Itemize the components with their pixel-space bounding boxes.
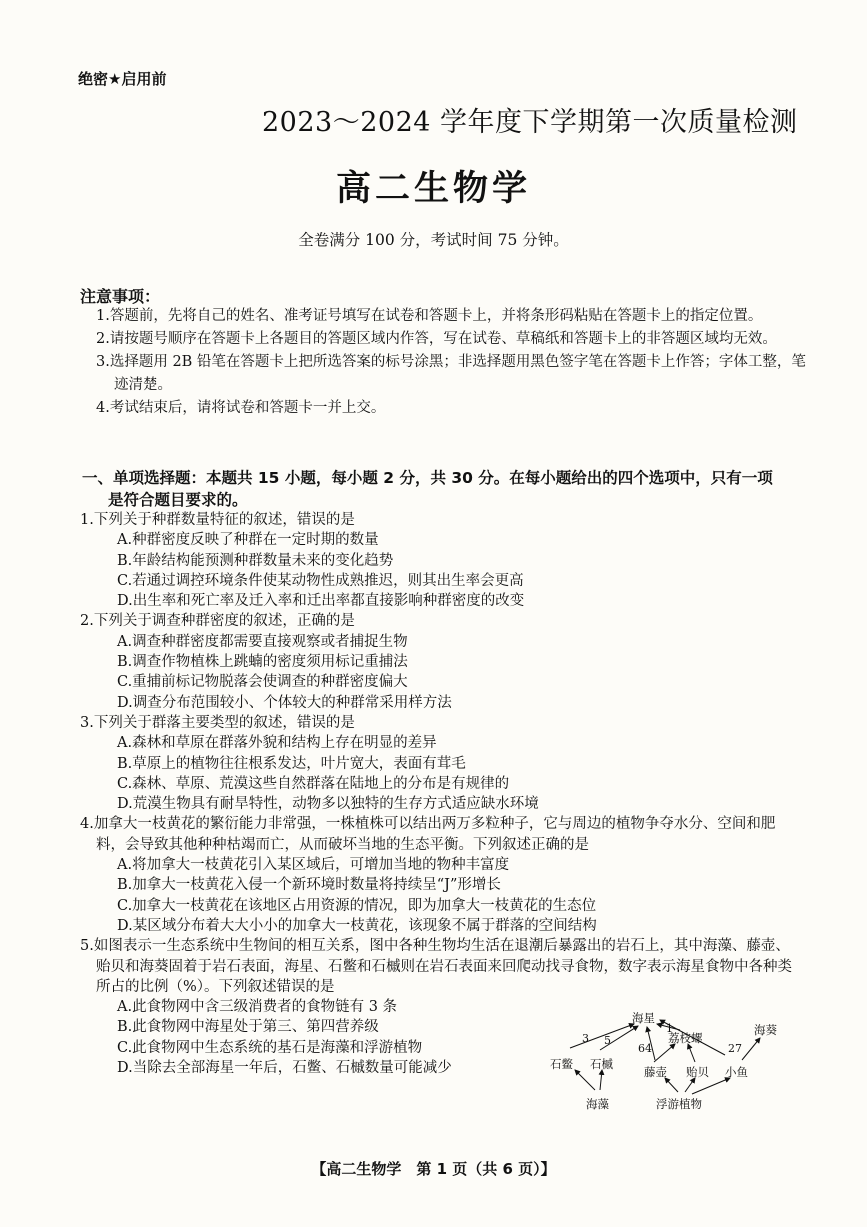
node-limpet: 石槭: [590, 1057, 613, 1071]
option: B.加拿大一枝黄花入侵一个新环境时数量将持续呈“J”形增长: [117, 877, 501, 894]
question-stem: 3.下列关于群落主要类型的叙述，错误的是: [80, 714, 355, 731]
arrow-chiton-starfish: [570, 1024, 634, 1048]
label-pct: 27: [728, 1042, 742, 1055]
option: C.重捕前标记物脱落会使调查的种群密度偏大: [117, 674, 408, 691]
option: A.森林和草原在群落外貌和结构上存在明显的差异: [117, 735, 437, 752]
section-heading: [82, 467, 802, 511]
node-seaweed: 海藻: [586, 1097, 609, 1111]
question-1: [80, 510, 804, 611]
label-pct: 3: [582, 1032, 589, 1045]
option: A.种群密度反映了种群在一定时期的数量: [117, 532, 379, 549]
node-mussel: 贻贝: [686, 1065, 709, 1079]
question-stem: 4.加拿大一枝黄花的繁衍能力非常强，一株植株可以结出两万多粒种子，它与周边的植物争夺水分、空间和肥料，会导致其他种种枯竭而亡，从而破坏当地的生态平衡。下列叙述正确的是: [80, 816, 776, 853]
label-pct: 1: [666, 1022, 673, 1035]
arrow-fish-anemone: [742, 1038, 760, 1060]
question-3: [80, 713, 804, 814]
option: C.若通过调控环境条件使某动物性成熟推迟，则其出生率会更高: [117, 572, 524, 589]
option: C.加拿大一枝黄花在该地区占用资源的情况，即为加拿大一枝黄花的生态位: [117, 897, 597, 914]
question-stem: 2.下列关于调查种群密度的叙述，正确的是: [80, 613, 355, 630]
node-fish: 小鱼: [725, 1065, 748, 1079]
note-item: 1.答题前，先将自己的姓名、准考证号填写在试卷和答题卡上，并将条形码粘贴在答题卡上的指定位置。: [96, 308, 763, 324]
option: B.草原上的植物往往根系发达，叶片宽大，表面有茸毛: [117, 755, 466, 772]
node-chiton: 石鳖: [550, 1057, 573, 1071]
question-stem: 1.下列关于种群数量特征的叙述，错误的是: [80, 512, 355, 528]
secret-label: 绝密★启用前: [78, 70, 167, 88]
option: D.荒漠生物具有耐旱特性，动物多以独特的生存方式适应缺水环境: [117, 796, 539, 813]
arrow-barnacle-whelk: [654, 1044, 675, 1062]
option: D.出生率和死亡率及迁入率和迁出率都直接影响种群密度的改变: [117, 593, 525, 610]
arrow-mussel-whelk: [688, 1044, 695, 1062]
notes-list: [96, 305, 808, 420]
question-4: [80, 814, 804, 936]
option: D.某区域分布着大大小小的加拿大一枝黄花，该现象不属于群落的空间结构: [117, 917, 597, 934]
exam-title: 2023～2024 学年度下学期第一次质量检测: [262, 107, 798, 138]
section-heading-line: 一、单项选择题：本题共 15 小题，每小题 2 分，共 30 分。在每小题给出的四个选项中，只有一项: [82, 469, 773, 487]
option: A.此食物网中含三级消费者的食物链有 3 条: [117, 999, 398, 1016]
node-anemone: 海葵: [754, 1023, 777, 1037]
label-pct: 64: [638, 1042, 652, 1055]
node-plankton: 浮游植物: [656, 1097, 702, 1111]
node-starfish: 海星: [632, 1011, 655, 1025]
option: D.当除去全部海星一年后，石鳖、石槭数量可能减少: [117, 1060, 452, 1077]
arrow-seaweed-chiton: [575, 1070, 595, 1090]
subject-title: 高二生物学: [335, 169, 531, 209]
page-footer: 【高二生物学 第 1 页（共 6 页）】: [311, 1160, 556, 1178]
option: B.此食物网中海星处于第三、第四营养级: [117, 1019, 379, 1036]
note-item: 3.选择题用 2B 铅笔在答题卡上把所选答案的标号涂黑；非选择题用黑色签字笔在答题卡上作答；字体工整，笔迹清楚。: [96, 354, 806, 393]
option: C.此食物网中生态系统的基石是海藻和浮游植物: [117, 1039, 423, 1056]
section-heading-line: 是符合题目要求的。: [108, 491, 248, 509]
food-web-diagram: [520, 1010, 810, 1120]
exam-info: 全卷满分 100 分，考试时间 75 分钟。: [298, 231, 569, 249]
question-2: [80, 611, 804, 712]
arrow-plankton-mussel: [685, 1078, 695, 1092]
question-stem: 5.如图表示一生态系统中生物间的相互关系，图中各种生物均生活在退潮后暴露出的岩石上，其中海藻、藤壶、贻贝和海葵固着于岩石表面，海星、石鳖和石槭则在岩石表面来回爬动找寻食物，数字表示海星食物中各种类所占的比例（%）。下列叙述错误的是: [80, 938, 792, 995]
arrow-plankton-barnacle: [665, 1078, 678, 1092]
arrow-seaweed-limpet: [600, 1070, 602, 1090]
notes-title: 注意事项：: [80, 287, 161, 306]
note-item: 2.请按题号顺序在答题卡上各题目的答题区域内作答，写在试卷、草稿纸和答题卡上的非答题区域均无效。: [96, 331, 777, 347]
node-barnacle: 藤壶: [644, 1065, 667, 1079]
option: D.调查分布范围较小、个体较大的种群常采用样方法: [117, 694, 452, 711]
option: A.将加拿大一枝黄花引入某区域后，可增加当地的物种丰富度: [117, 857, 510, 874]
option: B.调查作物植株上跳蝻的密度须用标记重捕法: [117, 654, 408, 671]
option: A.调查种群密度都需要直接观察或者捕捉生物: [117, 633, 408, 650]
arrow-plankton-fish: [692, 1078, 730, 1094]
note-item: 4.考试结束后，请将试卷和答题卡一并上交。: [96, 400, 386, 416]
option: C.森林、草原、荒漠这些自然群落在陆地上的分布是有规律的: [117, 775, 510, 792]
node-whelk: 荔枝螺: [668, 1031, 703, 1045]
label-pct: 5: [604, 1034, 611, 1047]
option: B.年龄结构能预测种群数量未来的变化趋势: [117, 552, 394, 569]
question-list: [80, 510, 804, 1078]
